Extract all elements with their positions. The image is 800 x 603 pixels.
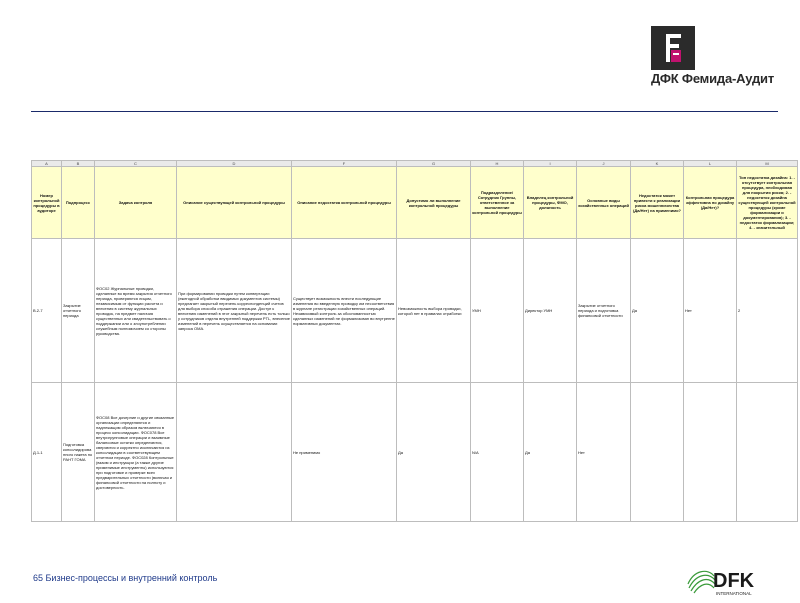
- cell-existing-control: [177, 383, 292, 522]
- cell-task: ФОС08 Все дочерние и другие связанные организации определяются и надлежащим образом включаются в процесс консолидации. ФОС078 Все внутригрупповые операции и взаимные балансовые остатки определяются, сверяются и корректно исключаются из консолидации в соответствующем отчетном периоде. ФОС028 Контрольные (взаим и инструкции (а также другие применимые инструменты) используются при подготовке и проверке всех предварительных отчетности (включая и финансовой отчетности на полноту и достоверность.: [95, 383, 177, 522]
- column-header: Недостаток может привести к реализации риска мошенничества (Да/Нет) на применимо?: [631, 167, 684, 239]
- column-letter: D: [177, 161, 292, 167]
- femida-logo-icon: [651, 26, 695, 70]
- column-header: Номер контрольной процедуры в аудиторе: [32, 167, 62, 239]
- cell-owner: Директор УМН: [524, 239, 577, 383]
- column-letter: H: [471, 161, 524, 167]
- column-header: Тип недостатка дизайна: 1. - отсутствует контрольная процедура, необходимая для покрытия риска; 2. - недостаток дизайна существующей контрольной процедуры (кроме формализации и документирования); 3. - недостаток формализации; 4. - значительный: [737, 167, 798, 239]
- column-header: Допустимо ли выполнение контрольной процедуры: [397, 167, 471, 239]
- cell-subprocess: Закрытие отчетного периода: [62, 239, 95, 383]
- column-letter: A: [32, 161, 62, 167]
- column-letter: L: [684, 161, 737, 167]
- brand-name: ДФК Фемида-Аудит: [651, 71, 775, 86]
- column-letter: I: [524, 161, 577, 167]
- column-header: Описание существующей контрольной процедуры: [177, 167, 292, 239]
- cell-subprocess: Подготовка консолидированного пакета по РАНТ ГОМА: [62, 383, 95, 522]
- column-header: Основные виды хозяйственных операций: [577, 167, 631, 239]
- cell-deficiency-type: 2: [737, 239, 798, 383]
- table-row: [32, 239, 798, 383]
- cell-responsible: УМН: [471, 239, 524, 383]
- column-letter: G: [397, 161, 471, 167]
- column-letter: M: [737, 161, 798, 167]
- cell-operations: Нет: [577, 383, 631, 522]
- cell-owner: Да: [524, 383, 577, 522]
- cell-deficiency-type: [737, 383, 798, 522]
- column-header: Подразделение/Сотрудник Группы, ответственное за выполнение контрольной процедуры: [471, 167, 524, 239]
- cell-acceptable: Да: [397, 383, 471, 522]
- cell-deficiency: Не применимо: [292, 383, 397, 522]
- cell-acceptable: Невозможность выбора проводки, которой нет в правилах отработки: [397, 239, 471, 383]
- cell-number: В.2-7: [32, 239, 62, 383]
- controls-table: [31, 160, 797, 522]
- cell-operations: Закрытие отчетного периода и подготовка финансовой отчетности: [577, 239, 631, 383]
- column-header: Владелец контрольной процедуры, ФМО, должность: [524, 167, 577, 239]
- dfk-logo-text: DFK: [713, 570, 755, 592]
- cell-existing-control: При формировании проводки путем конвертации (ежегодной обработки вводимых документов системы) предлагает закрытый перечень корреспонденций счетов для выбора способа отражения операции. Доступ к внесению изменений в этот закрытый перечень есть только у сотрудников отдела внутренней поддержки PTL, внесение изменений в перечень осуществляется на основании запроса ОМА.: [177, 239, 292, 383]
- column-header: Контрольная процедура эффективна по дизайну (Да/Нет)?: [684, 167, 737, 239]
- cell-deficiency: Существует возможность внести последующие изменения во введенную проводку им несоответствия в журнале регистрации хозяйственных операций. Независимый контроль за обоснованностью сделанных изменений не формализован во внутренне нормативных документах.: [292, 239, 397, 383]
- cell-number: Д.1-1: [32, 383, 62, 522]
- header-divider: [31, 111, 778, 112]
- cell-effective: [684, 383, 737, 522]
- dfk-logo-subtext: INTERNATIONAL: [716, 591, 752, 596]
- cell-fraud-risk: [631, 383, 684, 522]
- cell-task: ФОС02 Журнальные проводки, сделанные во время закрытия отчетного периода, проверяются лицом, независимым от функции расчета и внесения в систему журнальных проводок, на предмет наличия существенных или свидетельствовать о поддержании или о злоупотреблении служебным полномочием со стороны руководства.: [95, 239, 177, 383]
- table-row: [32, 383, 798, 522]
- column-header: Задача контроля: [95, 167, 177, 239]
- column-letter: J: [577, 161, 631, 167]
- column-letter: F: [292, 161, 397, 167]
- cell-effective: Нет: [684, 239, 737, 383]
- footer-caption: 65 Бизнес-процессы и внутренний контроль: [33, 573, 218, 583]
- column-letter: C: [95, 161, 177, 167]
- cell-fraud-risk: Да: [631, 239, 684, 383]
- column-header: Подпроцесс: [62, 167, 95, 239]
- cell-responsible: N/A: [471, 383, 524, 522]
- column-letter: K: [631, 161, 684, 167]
- dfk-logo-icon: [686, 562, 771, 598]
- column-letter: B: [62, 161, 95, 167]
- column-header: Описание недостатка контрольной процедуры: [292, 167, 397, 239]
- table-header-row: [32, 167, 798, 239]
